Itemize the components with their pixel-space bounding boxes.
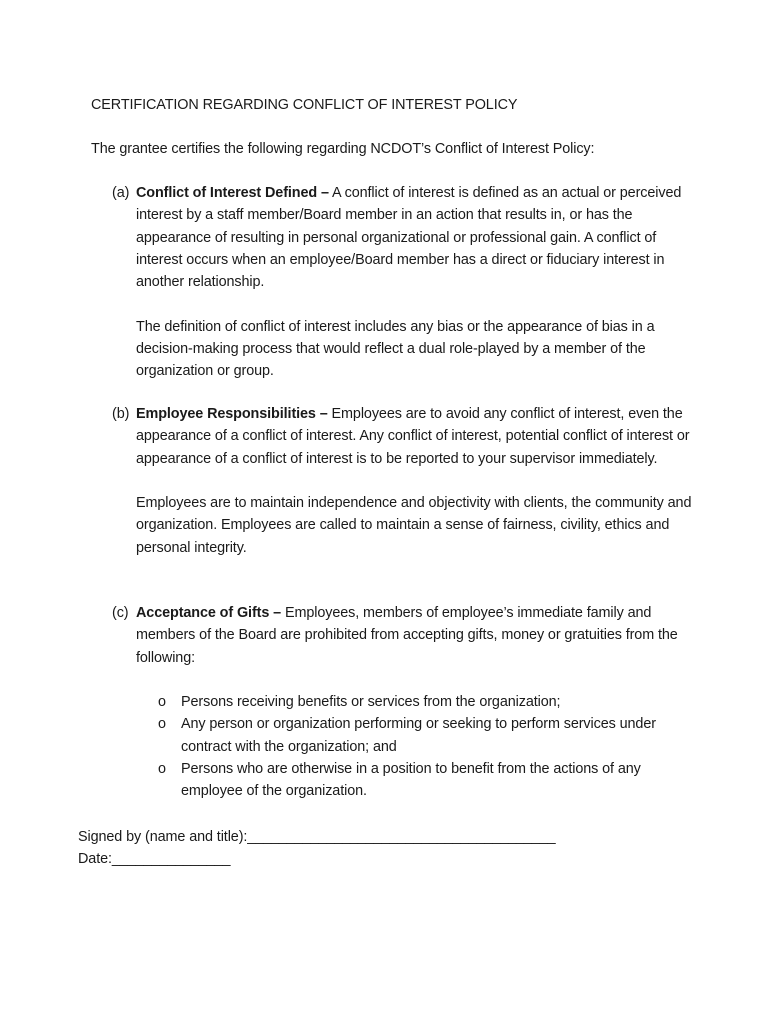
section-b-paragraph-1-text: Employees are to avoid any conflict of interest, even the appearance of a conflict of interest. Any conflict of interest, potential conflict of interest or appearance of a conflict of interest is to be reported to your supervisor immediately. xyxy=(136,406,690,467)
section-b-marker: (b) xyxy=(112,406,130,422)
intro-text: The grantee certifies the following regarding NCDOT’s Conflict of Interest Policy: xyxy=(91,141,595,157)
list-item-text: Persons receiving benefits or services from the organization; xyxy=(181,694,561,711)
list-item xyxy=(136,758,692,803)
section-c-paragraph-1-text: Employees, members of employee’s immediate family and members of the Board are prohibited from accepting gifts, money or gratuities from the following: xyxy=(136,605,678,666)
section-a-heading: Conflict of Interest Defined – xyxy=(136,185,329,201)
list-item xyxy=(136,691,692,713)
section-a xyxy=(112,182,692,383)
section-a-paragraph-2: The definition of conflict of interest includes any bias or the appearance of bias in a decision-making process that would reflect a dual role-played by a member of the organization or group. xyxy=(136,318,655,380)
section-a-body xyxy=(136,182,692,383)
section-c xyxy=(112,602,692,803)
signature-block xyxy=(78,826,556,871)
section-c-marker: (c) xyxy=(112,605,129,621)
section-a-paragraph-1-text: A conflict of interest is defined as an actual or perceived interest by a staff member/Board member in an action that results in, or has the appearance of resulting in personal organizational or professional gain. A conflict of interest occurs when an employee/Board member has a direct or fiduciary interest in another relationship. xyxy=(136,185,682,291)
section-b xyxy=(112,403,692,559)
section-b-paragraph-1 xyxy=(136,403,692,470)
date-line[interactable]: Date:_______________ xyxy=(78,851,231,868)
hollow-bullet-icon: o xyxy=(158,761,166,778)
section-c-paragraph-1 xyxy=(136,602,692,669)
section-c-heading: Acceptance of Gifts – xyxy=(136,605,282,621)
list-item-text: Persons who are otherwise in a position to benefit from the actions of any employee of the organization. xyxy=(181,761,641,800)
list-item xyxy=(136,713,692,758)
section-c-body xyxy=(136,602,692,803)
gift-source-list xyxy=(136,691,692,802)
section-b-paragraph-2: Employees are to maintain independence and objectivity with clients, the community and organization. Employees are called to maintain a sense of fairness, civility, ethics and personal integrity. xyxy=(136,495,692,556)
hollow-bullet-icon: o xyxy=(158,716,166,733)
list-item-text: Any person or organization performing or seeking to perform services under contract with the organization; and xyxy=(181,716,656,755)
section-a-paragraph-1 xyxy=(136,182,692,293)
document-title: CERTIFICATION REGARDING CONFLICT OF INTEREST POLICY xyxy=(91,97,518,113)
section-b-heading: Employee Responsibilities – xyxy=(136,406,328,422)
section-a-marker: (a) xyxy=(112,185,130,201)
section-b-body xyxy=(136,403,692,559)
hollow-bullet-icon: o xyxy=(158,694,166,711)
signed-by-line[interactable]: Signed by (name and title):_______________________________________ xyxy=(78,829,556,845)
